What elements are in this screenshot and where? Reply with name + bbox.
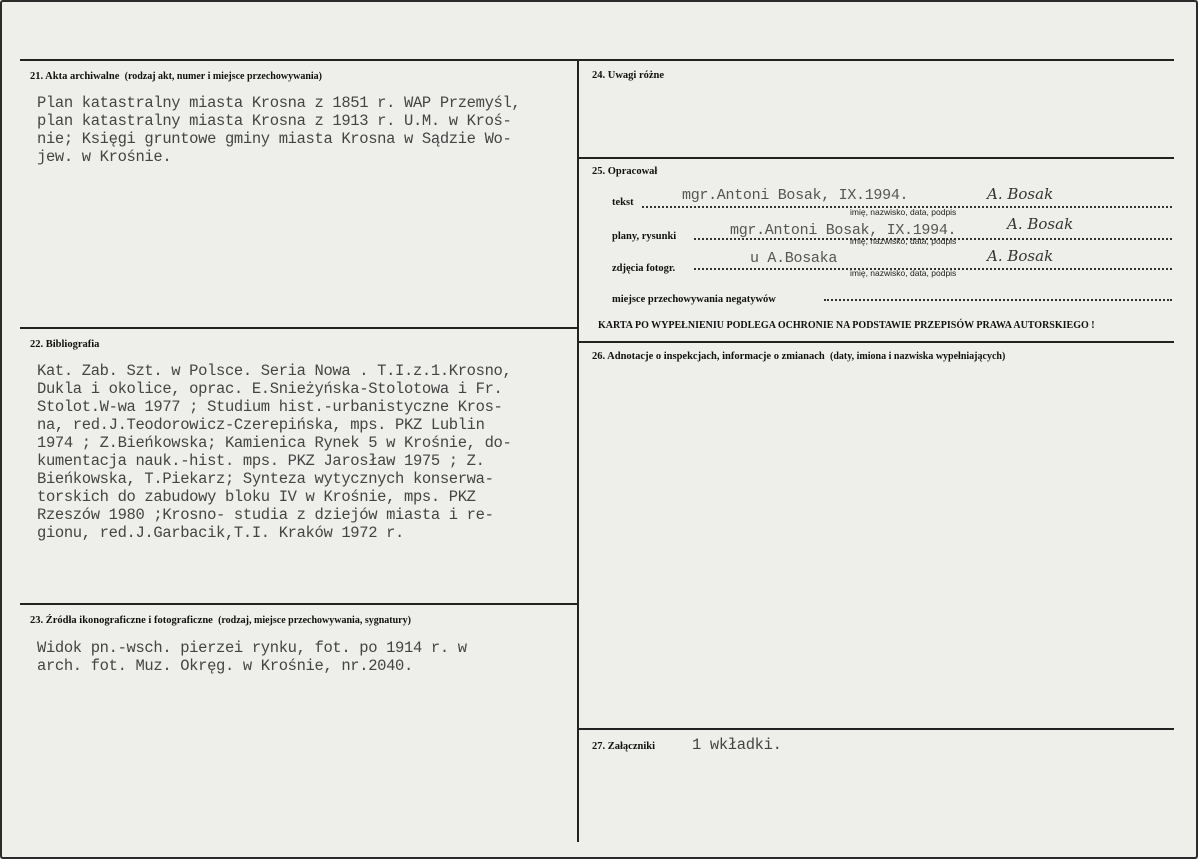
section-25-header [592,166,657,177]
section-22-line: 1974 ; Z.Bieńkowska; Kamienica Rynek 5 w Krośnie, do- [37,434,512,452]
zdjecia-signature: A. Bosak [987,247,1054,265]
section-23-line: Widok pn.-wsch. pierzei rynku, fot. po 1914 r. w [37,639,467,657]
section-27-header [592,741,655,752]
top-rule [20,59,1174,61]
section-22-line: Stolot.W-wa 1977 ; Studium hist.-urbanistyczne Kros- [37,398,503,416]
section-23-sublabel: (rodzaj, miejsce przechowywania, sygnatury) [218,615,411,626]
section-26-label: 26. Adnotacje o inspekcjach, informacje o zmianach [592,351,825,362]
rule-right-27 [578,728,1174,730]
plany-signature: A. Bosak [1007,215,1074,233]
section-25-label: 25. Opracował [592,166,658,177]
zdjecia-caption: imię, nazwisko, data, podpis [850,268,957,278]
section-23-line: arch. fot. Muz. Okręg. w Krośnie, nr.2040. [37,657,413,675]
negatywy-label: miejsce przechowywania negatywów [612,294,776,305]
plany-caption: imię, nazwisko, data, podpis [850,236,957,246]
section-21-line: plan katastralny miasta Krosna z 1913 r. U.M. w Kroś- [37,112,512,130]
tekst-caption: imię, nazwisko, data, podpis [850,207,957,217]
rule-left-23 [20,603,578,605]
section-22-header [30,339,99,350]
tekst-signature: A. Bosak [987,185,1054,203]
section-22-line: Kat. Zab. Szt. w Polsce. Seria Nowa . T.I.z.1.Krosno, [37,362,512,380]
section-23-header [30,615,411,626]
rule-left-22 [20,327,578,329]
section-21-line: nie; Księgi gruntowe gminy miasta Krosna w Sądzie Wo- [37,130,512,148]
tekst-value: mgr.Antoni Bosak, IX.1994. [682,187,909,204]
section-27-value: 1 wkładki. [692,736,782,754]
section-24-label: 24. Uwagi różne [592,70,665,81]
rule-right-26 [578,341,1174,343]
section-23-label: 23. Źródła ikonograficzne i fotograficzne [30,615,213,626]
plany-value: mgr.Antoni Bosak, IX.1994. [730,222,957,239]
center-divider [577,59,579,842]
section-22-label: 22. Bibliografia [30,339,100,350]
section-26-sublabel: (daty, imiona i nazwiska wypełniających) [829,351,1006,362]
zdjecia-value: u A.Bosaka [750,250,838,267]
section-21-header [30,71,322,82]
copyright-warning: KARTA PO WYPEŁNIENIU PODLEGA OCHRONIE NA PODSTAWIE PRZEPISÓW PRAWA AUTORSKIEGO ! [598,320,1095,331]
section-24-header [592,70,664,81]
rule-right-25 [578,157,1174,159]
section-21-line: Plan katastralny miasta Krosna z 1851 r. WAP Przemyśl, [37,94,521,112]
section-22-line: kumentacja nauk.-hist. mps. PKZ Jarosław 1975 ; Z. [37,452,485,470]
section-21-line: jew. w Krośnie. [37,148,172,166]
section-22-line: torskich do zabudowy bloku IV w Krośnie, mps. PKZ [37,488,476,506]
plany-label: plany, rysunki [612,231,677,242]
section-21-label: 21. Akta archiwalne [30,71,120,82]
section-27-label: 27. Załączniki [592,741,656,752]
section-21-sublabel: (rodzaj akt, numer i miejsce przechowywania) [124,71,322,82]
section-22-line: Bieńkowska, T.Piekarz; Synteza wytycznych konserwa- [37,470,494,488]
tekst-label: tekst [612,197,634,208]
section-22-line: na, red.J.Teodorowicz-Czerepińska, mps. PKZ Lublin [37,416,485,434]
section-26-header [592,351,1005,362]
zdjecia-label: zdjęcia fotogr. [612,263,676,274]
section-22-line: Dukla i okolice, oprac. E.Snieżyńska-Stolotowa i Fr. [37,380,503,398]
negatywy-line [824,297,1172,301]
section-22-line: Rzeszów 1980 ;Krosno- studia z dziejów miasta i re- [37,506,494,524]
section-22-line: gionu, red.J.Garbacik,T.I. Kraków 1972 r. [37,524,405,542]
